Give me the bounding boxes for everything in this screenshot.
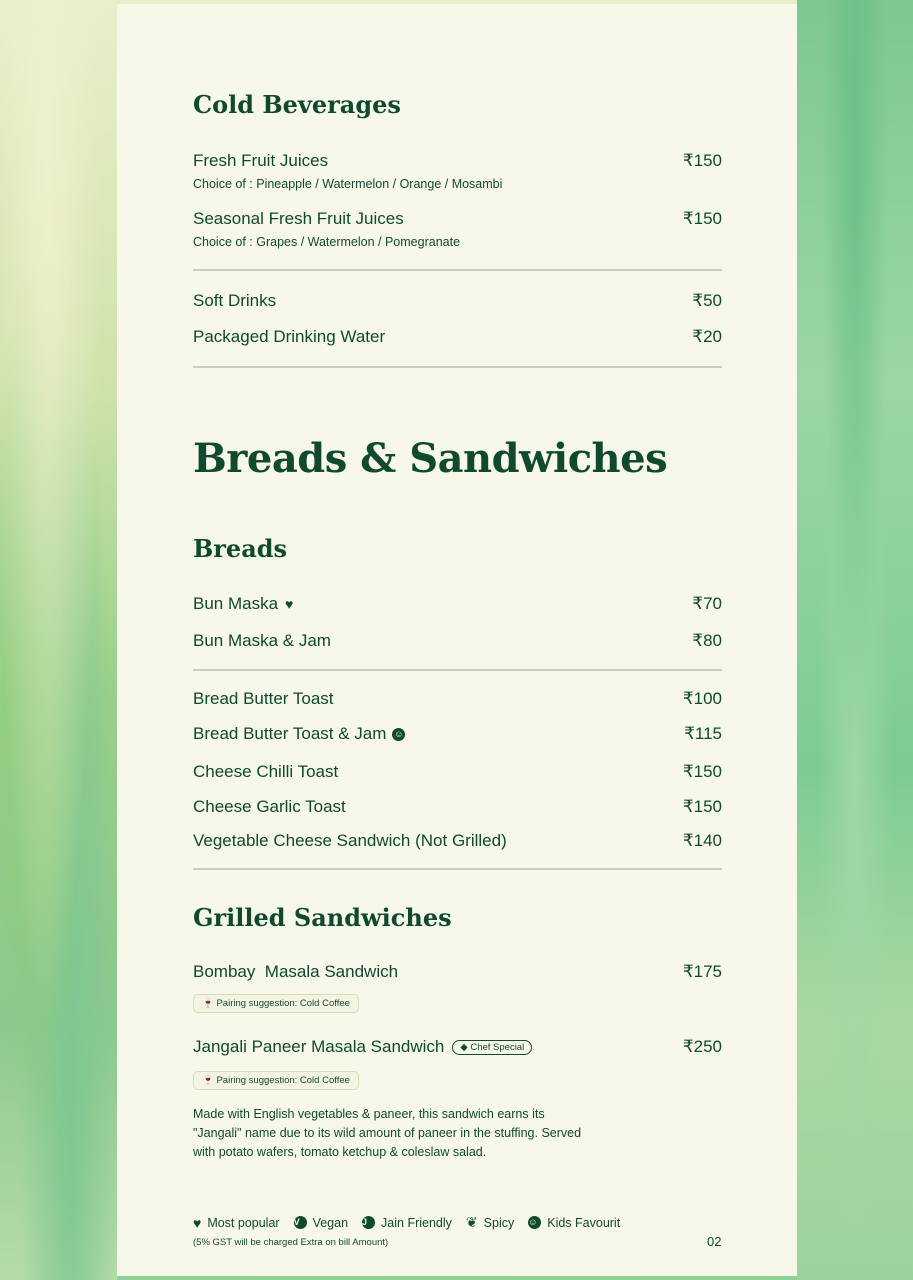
section-heading-breads: Breads [193,534,288,563]
heart-icon: ♥ [193,1214,202,1231]
chef-special-badge: ◆ Chef Special [452,1040,532,1055]
item-price: ₹150 [682,797,722,816]
legend-kids: ☺ Kids Favourit [528,1215,621,1230]
smiley-icon: ☺ [528,1216,541,1229]
item-price: ₹150 [682,209,722,228]
legend [193,1214,620,1231]
divider [193,269,722,271]
menu-item [193,594,722,614]
item-price: ₹250 [682,1037,722,1056]
item-name: Vegetable Cheese Sandwich (Not Grilled) [193,831,507,850]
menu-item [193,689,722,709]
item-name: Jangali Paneer Masala Sandwich ◆ Chef Special [193,1037,532,1057]
item-price: ₹150 [682,762,722,781]
page-title: Breads & Sandwiches [193,435,668,482]
watercolor-left [0,0,117,1280]
item-price: ₹20 [692,327,722,346]
item-note: Choice of : Pineapple / Watermelon / Orange / Mosambi [193,177,503,191]
section-heading-grilled: Grilled Sandwiches [193,903,452,932]
legend-jain: J Jain Friendly [362,1215,452,1230]
watercolor-right [797,0,913,1280]
legend-most-popular: ♥ Most popular [193,1214,280,1231]
item-description: Made with English vegetables & paneer, this sandwich earns its "Jangali" name due to its wild amount of paneer in the stuffing. Served with potato wafers, tomato ketchup & coleslaw salad. [193,1107,582,1159]
menu-item [193,209,722,229]
item-price: ₹150 [682,151,722,170]
item-name: Bread Butter Toast [193,689,334,708]
item-name: Soft Drinks [193,291,277,310]
divider [193,868,722,870]
item-name: Cheese Chilli Toast [193,762,339,781]
chili-icon: ❦ [465,1214,478,1230]
menu-item [193,1037,722,1057]
divider [193,366,722,368]
vegan-icon: V [294,1216,307,1229]
item-name: Bun Maska & Jam [193,631,331,650]
item-price: ₹100 [682,689,722,708]
section-heading-cold-beverages: Cold Beverages [193,90,401,119]
item-price: ₹70 [692,594,722,613]
jain-icon: J [362,1216,375,1229]
wine-glass-icon: 🍷 [202,1075,217,1086]
item-note: Choice of : Grapes / Watermelon / Pomegranate [193,235,461,249]
item-name: Bread Butter Toast & Jam ☺ [193,724,404,743]
menu-item [193,151,722,171]
pairing-suggestion: 🍷 Pairing suggestion: Cold Coffee [193,1071,359,1090]
item-name: Fresh Fruit Juices [193,151,329,170]
legend-vegan: V Vegan [293,1215,349,1230]
divider [193,669,722,671]
menu-item [193,631,722,651]
menu-item [193,831,722,851]
item-price: ₹140 [682,831,722,850]
item-price: ₹115 [684,724,722,743]
pairing-suggestion: 🍷 Pairing suggestion: Cold Coffee [193,994,359,1013]
legend-spicy: ❦ Spicy [465,1214,515,1230]
menu-item [193,291,722,311]
page-number: 02 [707,1234,722,1249]
heart-icon: ♥ [285,596,294,612]
menu-item [193,327,722,347]
wine-glass-icon: 🍷 [202,998,217,1009]
item-name: Seasonal Fresh Fruit Juices [193,209,404,228]
item-price: ₹80 [692,631,722,650]
menu-item [193,797,722,817]
item-price: ₹175 [682,962,722,981]
menu-item [193,762,722,782]
smiley-icon: ☺ [394,729,404,740]
gst-note: (5% GST will be charged Extra on bill Amount) [193,1237,389,1248]
item-name: Cheese Garlic Toast [193,797,346,816]
menu-item [193,724,722,744]
item-name: Bombay Masala Sandwich [193,962,399,981]
item-name: Packaged Drinking Water [193,327,386,346]
item-name: Bun Maska ♥ [193,594,294,613]
menu-item [193,962,722,982]
item-price: ₹50 [692,291,722,310]
